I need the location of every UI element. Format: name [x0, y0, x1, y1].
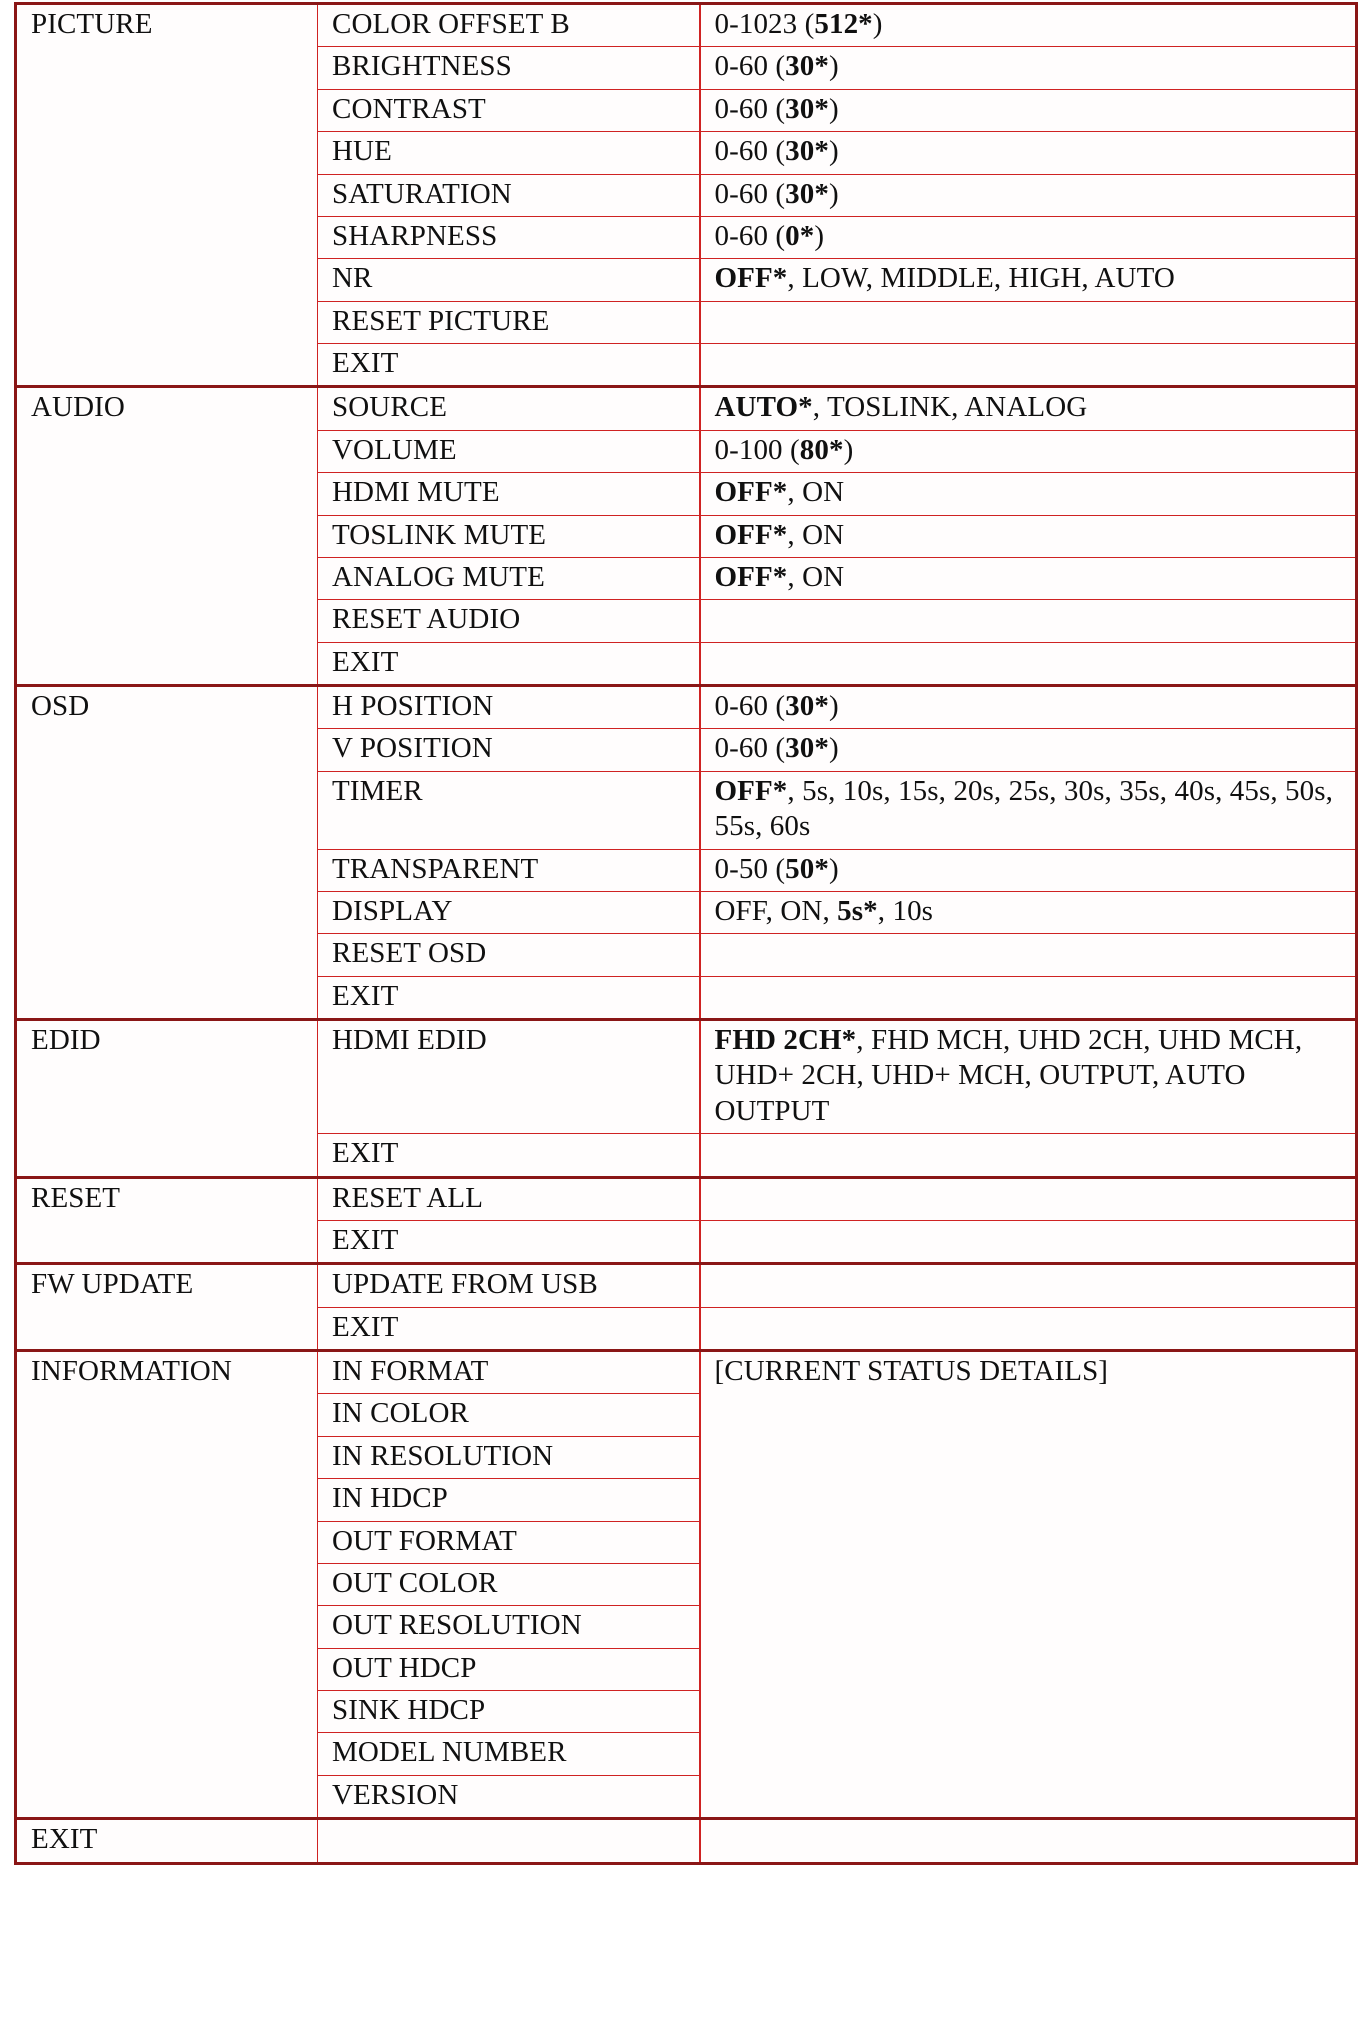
- menu-item-cell[interactable]: [318, 1733, 700, 1775]
- menu-value-prefix: 0-60 (: [714, 732, 786, 765]
- menu-value-suffix: ): [828, 852, 839, 885]
- menu-value-cell: [700, 934, 1357, 976]
- table-row: [16, 4, 1357, 47]
- table-row: [16, 1020, 1357, 1134]
- menu-category-label: FW UPDATE: [31, 1268, 194, 1301]
- menu-item-label: IN COLOR: [332, 1397, 469, 1430]
- menu-item-cell[interactable]: [318, 301, 700, 343]
- menu-item-label: SHARPNESS: [332, 219, 498, 252]
- menu-item-cell[interactable]: [318, 849, 700, 891]
- menu-value-cell: [700, 515, 1357, 557]
- menu-value-cell: [700, 174, 1357, 216]
- menu-value-cell: [700, 47, 1357, 89]
- menu-item-label: VOLUME: [332, 433, 457, 466]
- menu-value-cell: [700, 1264, 1357, 1307]
- menu-item-label: V POSITION: [332, 732, 493, 765]
- menu-value-cell: [700, 642, 1357, 685]
- menu-category-cell[interactable]: [16, 1351, 318, 1819]
- menu-item-label: RESET ALL: [332, 1181, 484, 1214]
- menu-item-label: DISPLAY: [332, 894, 453, 927]
- menu-item-cell[interactable]: [318, 642, 700, 685]
- table-row: [16, 686, 1357, 729]
- menu-item-label: RESET OSD: [332, 937, 487, 970]
- menu-item-cell[interactable]: [318, 1307, 700, 1350]
- menu-item-label: CONTRAST: [332, 92, 486, 125]
- menu-value-default: OFF*: [714, 560, 788, 593]
- menu-value-prefix: 0-60 (: [714, 177, 786, 210]
- menu-value-prefix: 0-60 (: [714, 50, 786, 83]
- table-row: [16, 387, 1357, 430]
- menu-category-cell[interactable]: [16, 387, 318, 686]
- menu-item-cell[interactable]: [318, 1020, 700, 1134]
- menu-value-cell: [700, 1134, 1357, 1177]
- menu-value-default: OFF*: [714, 476, 788, 509]
- menu-item-label: IN RESOLUTION: [332, 1439, 554, 1472]
- menu-value-default: 30*: [785, 135, 829, 168]
- menu-value-suffix: ): [814, 219, 825, 252]
- menu-item-cell[interactable]: [318, 1436, 700, 1478]
- menu-item-cell[interactable]: [318, 387, 700, 430]
- menu-item-cell[interactable]: [318, 1563, 700, 1605]
- menu-item-cell[interactable]: [318, 1819, 700, 1863]
- menu-item-cell[interactable]: [318, 216, 700, 258]
- menu-category-label: RESET: [31, 1181, 121, 1214]
- menu-value-suffix: ): [828, 50, 839, 83]
- menu-value-default: 50*: [785, 852, 829, 885]
- menu-item-label: RESET PICTURE: [332, 304, 550, 337]
- menu-value-prefix: 0-60 (: [714, 219, 786, 252]
- menu-item-cell[interactable]: [318, 132, 700, 174]
- menu-value-cell: [700, 686, 1357, 729]
- menu-category-label: EDID: [31, 1024, 101, 1056]
- menu-value-cell: [700, 301, 1357, 343]
- table-row: [16, 1819, 1357, 1863]
- menu-value-default: 80*: [799, 433, 844, 466]
- menu-value-default: 30*: [785, 732, 829, 765]
- menu-item-cell[interactable]: [318, 473, 700, 515]
- menu-item-cell[interactable]: [318, 600, 700, 642]
- menu-value-suffix: ): [872, 8, 883, 40]
- menu-value-default: 5s*: [837, 894, 878, 927]
- menu-item-label: OUT HDCP: [332, 1651, 477, 1684]
- menu-item-label: HDMI EDID: [332, 1024, 487, 1056]
- menu-item-cell[interactable]: [318, 686, 700, 729]
- menu-item-label: UPDATE FROM USB: [332, 1268, 598, 1301]
- menu-value-cell: [700, 132, 1357, 174]
- menu-value-cell: [700, 557, 1357, 599]
- menu-value-suffix: , 5s, 10s, 15s, 20s, 25s, 30s, 35s, 40s, 45s, 50s, 55s, 60s: [714, 774, 1333, 843]
- menu-value-cell: [700, 1351, 1357, 1819]
- menu-value-default: 30*: [785, 177, 829, 210]
- menu-value-cell: [700, 1307, 1357, 1350]
- menu-item-cell[interactable]: [318, 1394, 700, 1436]
- menu-item-label: HUE: [332, 135, 392, 168]
- menu-value-prefix: 0-50 (: [714, 852, 786, 885]
- menu-item-label: RESET AUDIO: [332, 603, 521, 636]
- menu-item-cell[interactable]: [318, 1479, 700, 1521]
- menu-value-default: OFF*: [714, 262, 788, 295]
- menu-value-prefix: 0-60 (: [714, 690, 786, 722]
- menu-value-suffix: ): [843, 433, 854, 466]
- menu-value-suffix: , TOSLINK, ANALOG: [812, 391, 1088, 424]
- menu-value-suffix: , ON: [787, 518, 845, 551]
- menu-value-prefix: 0-1023 (: [714, 8, 815, 40]
- menu-value-cell: [700, 1177, 1357, 1220]
- menu-item-cell[interactable]: [318, 891, 700, 933]
- menu-value-default: OFF*: [714, 774, 788, 807]
- menu-item-cell[interactable]: [318, 976, 700, 1019]
- menu-value-default: 30*: [785, 92, 829, 125]
- menu-value-cell: [700, 344, 1357, 387]
- menu-item-cell[interactable]: [318, 1220, 700, 1263]
- menu-value-cell: [700, 473, 1357, 515]
- menu-item-cell[interactable]: [318, 1264, 700, 1307]
- menu-item-label: OUT RESOLUTION: [332, 1609, 582, 1642]
- menu-item-cell[interactable]: [318, 1351, 700, 1394]
- menu-item-cell[interactable]: [318, 4, 700, 47]
- menu-item-label: TRANSPARENT: [332, 852, 539, 885]
- menu-item-label: SATURATION: [332, 177, 512, 210]
- table-row: [16, 1264, 1357, 1307]
- menu-item-label: H POSITION: [332, 690, 494, 722]
- menu-item-cell[interactable]: [318, 430, 700, 472]
- menu-item-cell[interactable]: [318, 1775, 700, 1818]
- menu-value-cell: [700, 729, 1357, 771]
- menu-item-label: EXIT: [332, 1310, 399, 1343]
- menu-item-label: EXIT: [332, 1137, 399, 1170]
- menu-value-suffix: , FHD MCH, UHD 2CH, UHD MCH, UHD+ 2CH, UHD+ MCH, OUTPUT, AUTO OUTPUT: [714, 1024, 1303, 1127]
- menu-item-cell[interactable]: [318, 1521, 700, 1563]
- menu-value-cell: [700, 891, 1357, 933]
- menu-category-cell[interactable]: [16, 1177, 318, 1264]
- menu-item-label: OUT FORMAT: [332, 1524, 517, 1557]
- menu-category-cell[interactable]: [16, 1264, 318, 1351]
- menu-category-label: PICTURE: [31, 8, 153, 40]
- menu-value-cell: [700, 771, 1357, 849]
- menu-value-default: AUTO*: [714, 391, 813, 424]
- menu-item-label: OUT COLOR: [332, 1566, 498, 1599]
- osd-menu-table: [14, 2, 1358, 1865]
- menu-value-suffix: ): [828, 690, 839, 722]
- menu-category-label: OSD: [31, 690, 90, 722]
- menu-value-suffix: ): [828, 135, 839, 168]
- menu-item-label: COLOR OFFSET B: [332, 8, 570, 40]
- menu-value-prefix: 0-60 (: [714, 135, 786, 168]
- menu-item-label: BRIGHTNESS: [332, 50, 512, 83]
- menu-value-default: 30*: [785, 50, 829, 83]
- menu-value-suffix: , 10s: [877, 894, 934, 927]
- menu-item-cell[interactable]: [318, 1177, 700, 1220]
- menu-item-label: EXIT: [332, 347, 399, 379]
- menu-value-suffix: , ON: [787, 560, 845, 593]
- osd-menu-table-body: [16, 4, 1357, 1864]
- menu-item-cell[interactable]: [318, 557, 700, 599]
- menu-value-suffix: , LOW, MIDDLE, HIGH, AUTO: [787, 262, 1175, 295]
- menu-item-label: HDMI MUTE: [332, 476, 500, 509]
- menu-item-cell[interactable]: [318, 259, 700, 301]
- menu-value-cell: [700, 1020, 1357, 1134]
- menu-item-cell[interactable]: [318, 47, 700, 89]
- menu-value-prefix: 0-100 (: [714, 433, 800, 466]
- menu-item-label: TOSLINK MUTE: [332, 518, 547, 551]
- menu-item-label: IN HDCP: [332, 1482, 448, 1515]
- menu-item-label: TIMER: [332, 774, 423, 807]
- menu-item-label: EXIT: [332, 979, 399, 1012]
- menu-value-suffix: ): [828, 92, 839, 125]
- menu-value-prefix: OFF, ON,: [714, 894, 838, 927]
- menu-value-cell: [700, 1220, 1357, 1263]
- menu-category-cell[interactable]: [16, 1020, 318, 1178]
- menu-value-cell: [700, 89, 1357, 131]
- menu-value-cell: [700, 430, 1357, 472]
- menu-item-label: VERSION: [332, 1778, 459, 1811]
- menu-value-text: [CURRENT STATUS DETAILS]: [714, 1355, 1109, 1387]
- menu-value-suffix: ): [828, 177, 839, 210]
- menu-value-cell: [700, 849, 1357, 891]
- menu-item-cell[interactable]: [318, 344, 700, 387]
- menu-value-cell: [700, 259, 1357, 301]
- table-row: [16, 1351, 1357, 1394]
- menu-item-label: ANALOG MUTE: [332, 560, 545, 593]
- menu-value-suffix: ): [828, 732, 839, 765]
- menu-item-cell[interactable]: [318, 1648, 700, 1690]
- menu-item-cell[interactable]: [318, 771, 700, 849]
- menu-item-label: NR: [332, 262, 373, 295]
- menu-value-cell: [700, 216, 1357, 258]
- table-row: [16, 1177, 1357, 1220]
- menu-category-label: EXIT: [31, 1823, 98, 1856]
- menu-value-prefix: 0-60 (: [714, 92, 786, 125]
- menu-item-label: SINK HDCP: [332, 1694, 486, 1726]
- menu-category-label: AUDIO: [31, 391, 125, 424]
- menu-value-default: 30*: [785, 690, 829, 722]
- menu-item-cell[interactable]: [318, 1606, 700, 1648]
- menu-category-cell[interactable]: [16, 4, 318, 387]
- menu-category-cell[interactable]: [16, 686, 318, 1020]
- menu-value-cell: [700, 387, 1357, 430]
- menu-value-default: OFF*: [714, 518, 788, 551]
- menu-item-cell[interactable]: [318, 934, 700, 976]
- menu-value-suffix: , ON: [787, 476, 845, 509]
- menu-value-cell: [700, 600, 1357, 642]
- menu-item-cell[interactable]: [318, 729, 700, 771]
- menu-value-default: FHD 2CH*: [714, 1024, 857, 1056]
- menu-value-cell: [700, 4, 1357, 47]
- menu-item-label: SOURCE: [332, 391, 448, 424]
- menu-item-cell[interactable]: [318, 89, 700, 131]
- menu-item-cell[interactable]: [318, 1134, 700, 1177]
- menu-value-default: 0*: [785, 219, 815, 252]
- menu-item-label: EXIT: [332, 645, 399, 678]
- menu-item-label: MODEL NUMBER: [332, 1736, 567, 1769]
- menu-item-label: EXIT: [332, 1223, 399, 1256]
- menu-item-cell[interactable]: [318, 515, 700, 557]
- menu-item-label: IN FORMAT: [332, 1355, 489, 1387]
- menu-value-cell: [700, 976, 1357, 1019]
- menu-value-default: 512*: [814, 8, 873, 40]
- menu-value-cell: [700, 1819, 1357, 1863]
- menu-item-cell[interactable]: [318, 174, 700, 216]
- menu-item-cell[interactable]: [318, 1691, 700, 1733]
- menu-category-cell[interactable]: [16, 1819, 318, 1863]
- menu-category-label: INFORMATION: [31, 1355, 232, 1387]
